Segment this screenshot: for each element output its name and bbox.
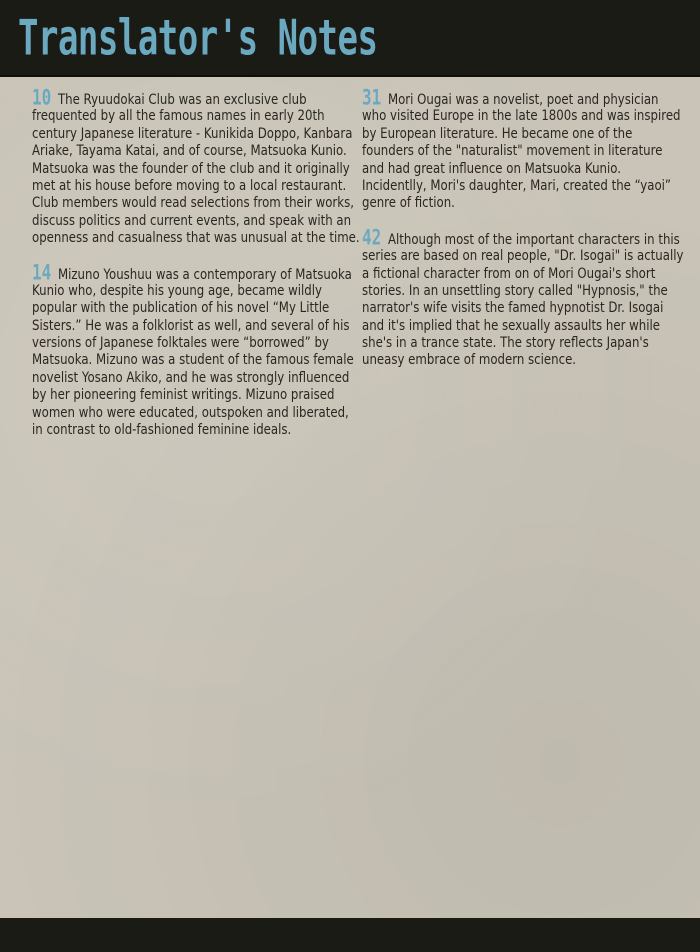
footer-bar: [0, 918, 700, 952]
header-bar: [0, 0, 700, 77]
note-line: [32, 195, 360, 212]
note-line: [32, 85, 360, 111]
note-line: [32, 178, 360, 195]
note-line: [32, 213, 360, 230]
note-line: [362, 85, 683, 111]
note-line: [32, 283, 360, 300]
note-line: [362, 300, 683, 317]
note-line: [32, 387, 360, 404]
note-line: [32, 405, 360, 422]
note-line: [32, 161, 360, 178]
note-text: founders of the "naturalist" movement in literature: [362, 143, 663, 160]
note-line: [32, 335, 360, 352]
note-line: [32, 370, 360, 387]
note-text: Although most of the important characters in this: [387, 231, 680, 248]
note-line: [362, 143, 683, 160]
note-text: stories. In an unsettling story called "Hypnosis," the: [362, 282, 668, 299]
note-line: [32, 143, 360, 160]
note-line: [362, 248, 683, 265]
note-text: versions of Japanese folktales were “borrowed” by: [32, 335, 329, 352]
note-line: [32, 230, 360, 247]
note-text: Mori Ougai was a novelist, poet and physician: [387, 92, 659, 108]
note-text: met at his house before moving to a local restaurant.: [32, 177, 347, 194]
note-text: in contrast to old-fashioned feminine ideals.: [32, 422, 292, 439]
note-line: [32, 318, 360, 335]
note-text: and had great influence on Matsuoka Kunio.: [362, 160, 621, 177]
note-text: Sisters.” He was a folklorist as well, and several of his: [32, 317, 350, 334]
note-text: who visited Europe in the late 1800s and was inspired: [362, 108, 681, 125]
note-text: a fictional character from on of Mori Ougai's short: [362, 265, 656, 282]
note-text: Ariake, Tayama Katai, and of course, Matsuoka Kunio.: [32, 143, 347, 160]
note-line: [32, 260, 360, 285]
note-text: uneasy embrace of modern science.: [362, 352, 577, 369]
note-text: series are based on real people, "Dr. Isogai" is actually: [362, 248, 684, 265]
note-text: by European literature. He became one of the: [362, 125, 633, 142]
note-text: Kunio who, despite his young age, became wildly: [32, 282, 323, 299]
note-line: [32, 422, 360, 439]
note-line: [32, 126, 360, 143]
note-text: by her pioneering feminist writings. Mizuno praised: [32, 387, 335, 404]
note-text: Matsuoka. Mizuno was a student of the famous female: [32, 352, 354, 369]
page-title: Translator's Notes: [18, 9, 378, 68]
note-line: [362, 266, 683, 283]
note-line: [32, 352, 360, 369]
note-text: narrator's wife visits the famed hypnotist Dr. Isogai: [362, 300, 664, 317]
note-text: The Ryuudokai Club was an exclusive club: [57, 92, 307, 108]
note-text: Club members would read selections from their works,: [32, 195, 354, 212]
note-31: [362, 85, 700, 213]
right-column: [362, 85, 700, 388]
note-text: frequented by all the famous names in early 20th: [32, 108, 325, 125]
note-line: [32, 300, 360, 317]
note-line: [362, 108, 683, 125]
note-text: popular with the publication of his novel “My Little: [32, 300, 330, 317]
note-line: [362, 318, 683, 335]
note-line: [362, 195, 683, 212]
note-text: and it's implied that he sexually assaults her while: [362, 317, 661, 334]
note-line: [362, 126, 683, 143]
note-line: [362, 178, 683, 195]
note-text: Mizuno Youshuu was a contemporary of Matsuoka: [57, 266, 352, 283]
note-line: [362, 161, 683, 178]
note-text: novelist Yosano Akiko, and he was strongly influenced: [32, 369, 350, 386]
note-text: she's in a trance state. The story reflects Japan's: [362, 335, 649, 352]
note-line: [362, 352, 683, 369]
note-number: 31: [362, 85, 382, 111]
note-line: [362, 225, 683, 250]
note-line: [362, 283, 683, 300]
note-line: [362, 335, 683, 352]
note-text: century Japanese literature - Kunikida Doppo, Kanbara: [32, 125, 353, 142]
note-number: 10: [32, 85, 52, 111]
note-text: openness and casualness that was unusual at the time.: [32, 230, 360, 247]
note-number: 14: [32, 260, 52, 285]
note-text: discuss politics and current events, and speak with an: [32, 212, 352, 229]
note-text: women who were educated, outspoken and liberated,: [32, 404, 349, 421]
note-number: 42: [362, 225, 382, 250]
note-text: Matsuoka was the founder of the club and it originally: [32, 160, 350, 177]
note-text: genre of fiction.: [362, 195, 455, 212]
note-line: [32, 108, 360, 125]
note-42: [362, 225, 700, 370]
note-text: Incidentlly, Mori's daughter, Mari, created the “yaoi”: [362, 177, 672, 194]
